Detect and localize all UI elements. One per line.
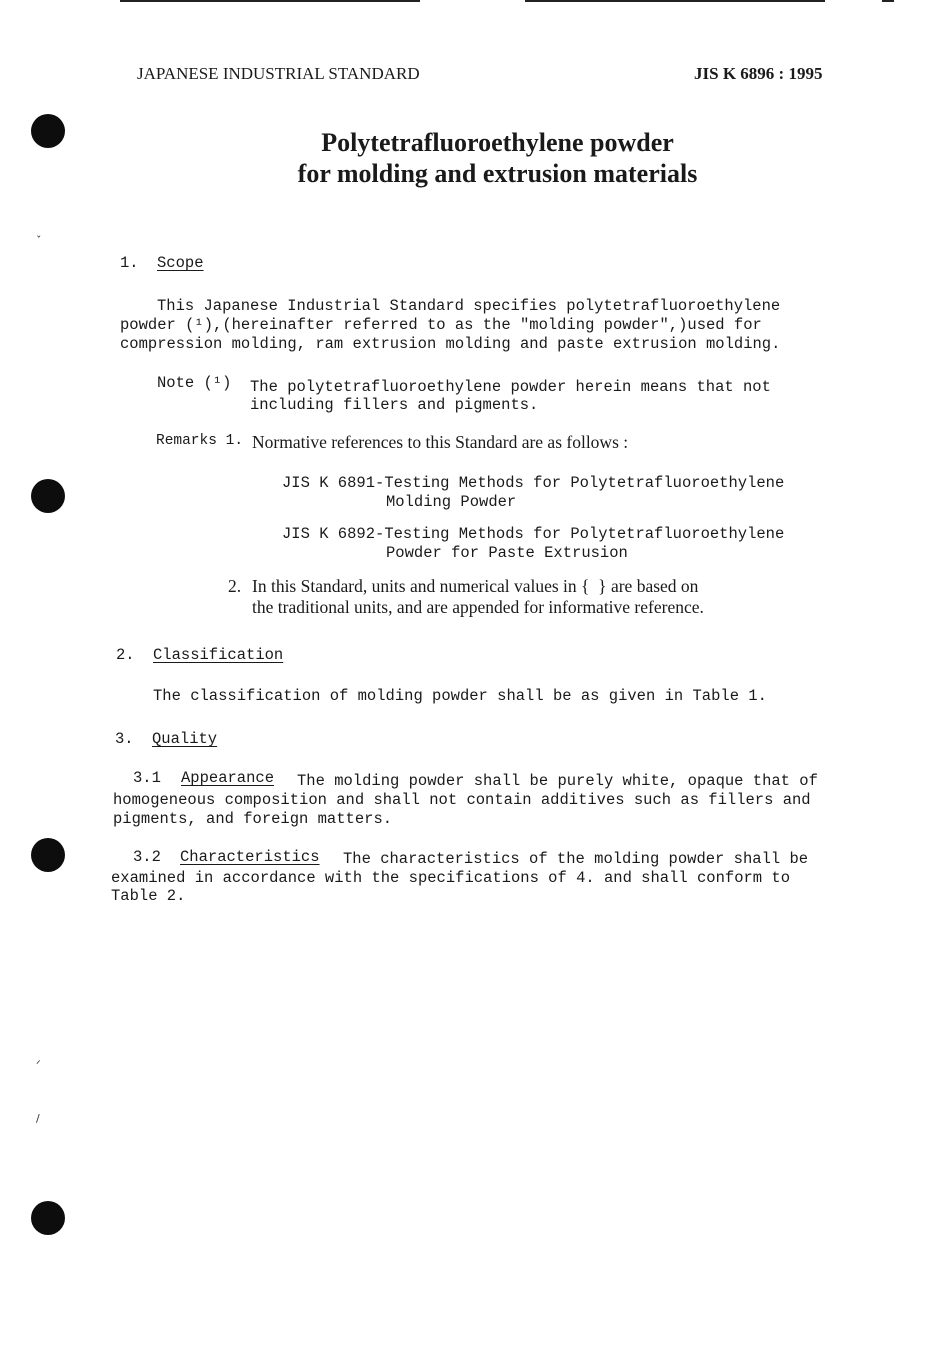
remarks-label: Remarks 1. — [156, 433, 244, 449]
clause-3-1-line: pigments, and foreign matters. — [113, 810, 393, 828]
note-label: Note (¹) — [157, 374, 232, 392]
scan-speck: / — [36, 1112, 40, 1125]
clause-3-2-line: Table 2. — [111, 887, 186, 905]
section-3-number: 3. — [115, 730, 134, 748]
scope-para-line: powder (¹),(hereinafter referred to as the "molding powder",)used for — [120, 316, 762, 334]
remarks-2-line: the traditional units, and are appended for informative reference. — [252, 597, 704, 617]
reference-title: JIS K 6892-Testing Methods for Polytetrafluoroethylene — [282, 525, 785, 543]
title-line-1: Polytetrafluoroethylene powder — [321, 128, 674, 157]
scope-para-line: This Japanese Industrial Standard specifies polytetrafluoroethylene — [157, 297, 781, 315]
clause-3-2-line: examined in accordance with the specifications of 4. and shall conform to — [111, 869, 791, 887]
clause-3-1-line: homogeneous composition and shall not contain additives such as fillers and — [113, 791, 811, 809]
reference-item — [282, 525, 842, 562]
remarks-2-label: 2. — [228, 576, 242, 596]
scan-speck: ᐟ — [36, 1058, 41, 1071]
scan-speck: ˇ — [36, 234, 42, 247]
remarks-1-text: Normative references to this Standard are as follows : — [252, 432, 629, 452]
section-1-heading: Scope — [157, 254, 204, 272]
header-standard-number: JIS K 6896 : 1995 — [694, 64, 823, 83]
punch-hole — [31, 838, 65, 872]
reference-item — [282, 474, 842, 511]
title-line-2: for molding and extrusion materials — [297, 159, 698, 188]
header-standard-label: JAPANESE INDUSTRIAL STANDARD — [137, 64, 420, 83]
classification-para: The classification of molding powder shall be as given in Table 1. — [153, 687, 767, 705]
punch-hole — [31, 1201, 65, 1235]
remarks-2-line: In this Standard, units and numerical values in { } are based on — [252, 576, 699, 596]
punch-hole — [31, 479, 65, 513]
top-edge-rule — [120, 0, 420, 2]
clause-3-1-line: The molding powder shall be purely white, opaque that of — [297, 772, 818, 790]
top-edge-rule — [882, 0, 894, 2]
top-edge-rule — [525, 0, 825, 2]
clause-3-2-number: 3.2 — [133, 848, 161, 866]
note-line: The polytetrafluoroethylene powder herein means that not — [250, 378, 771, 396]
note-line: including fillers and pigments. — [250, 396, 539, 414]
section-2-heading: Classification — [153, 646, 284, 664]
clause-3-2-line: The characteristics of the molding powder shall be — [343, 850, 809, 868]
clause-3-2-title: Characteristics — [180, 848, 320, 866]
section-3-heading: Quality — [152, 730, 218, 748]
clause-3-1-title: Appearance — [181, 769, 275, 787]
page-title — [0, 127, 950, 189]
section-1-number: 1. — [120, 254, 139, 272]
clause-3-1-number: 3.1 — [133, 769, 161, 787]
reference-title: JIS K 6891-Testing Methods for Polytetrafluoroethylene — [282, 474, 785, 492]
section-2-number: 2. — [116, 646, 135, 664]
scope-para-line: compression molding, ram extrusion molding and paste extrusion molding. — [120, 335, 781, 353]
reference-title-cont: Powder for Paste Extrusion — [386, 544, 628, 562]
reference-title-cont: Molding Powder — [386, 493, 517, 511]
